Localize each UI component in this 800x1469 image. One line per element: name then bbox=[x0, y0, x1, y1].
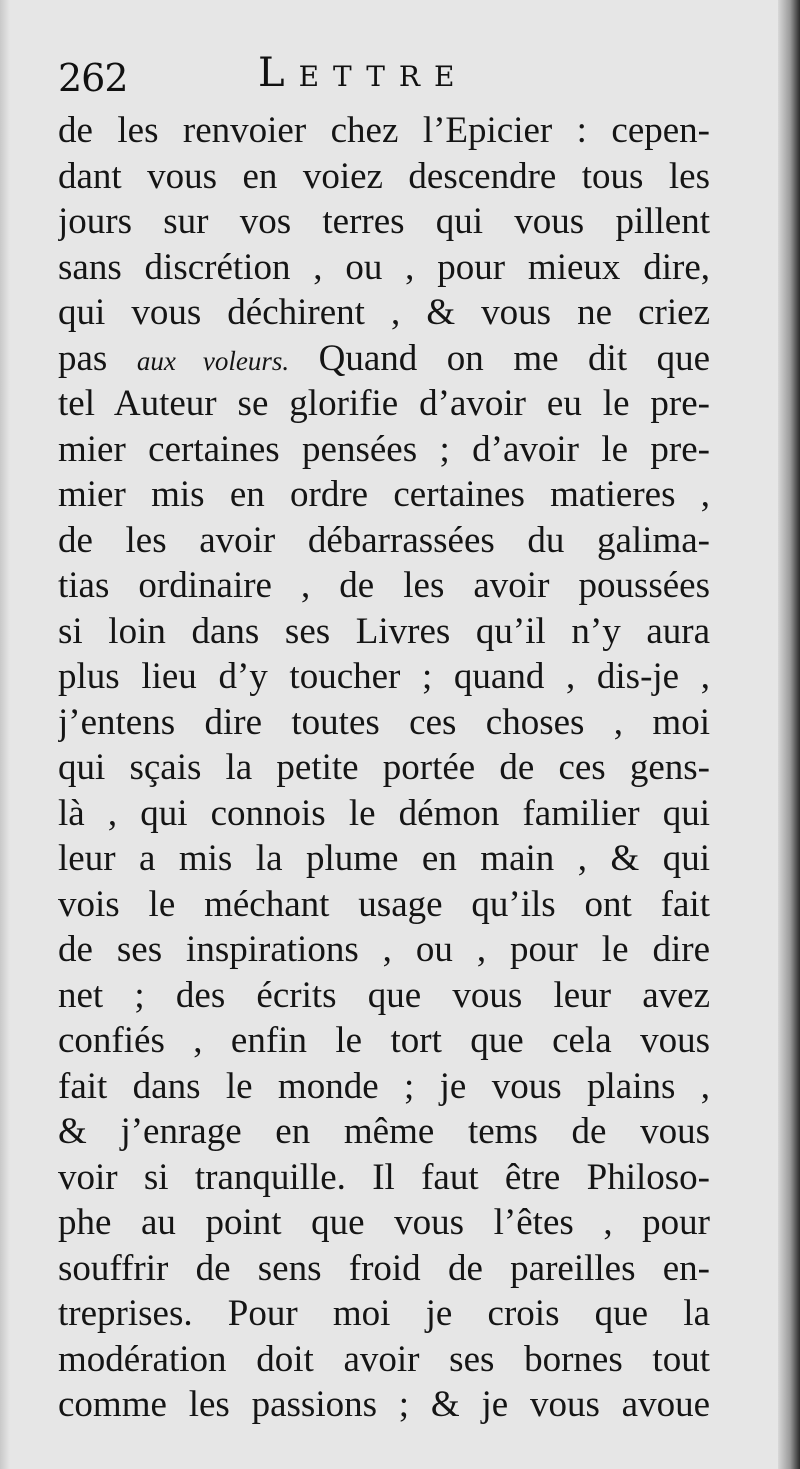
text-line-12: si loin dans ses Livres qu’il n’y aura bbox=[58, 610, 710, 652]
text-line-25: phe au point que vous l’êtes , pour bbox=[58, 1202, 710, 1243]
text-line-1: de les renvoier chez l’Epicier : cepen- bbox=[58, 110, 710, 151]
text-line-15: qui sçais la petite portée de ces gens- bbox=[58, 747, 710, 788]
running-head: Lettre bbox=[258, 50, 469, 96]
text-line-11: tias ordinaire , de les avoir poussées bbox=[58, 565, 710, 606]
text-line-17: leur a mis la plume en main , & qui bbox=[58, 838, 710, 879]
line-6-end: Quand on me dit que bbox=[318, 337, 710, 379]
text-line-10: de les avoir débarrassées du galima- bbox=[58, 519, 710, 561]
body-text bbox=[58, 108, 710, 1428]
text-line-5: qui vous déchirent , & vous ne criez bbox=[58, 292, 710, 333]
text-line-4: sans discrétion , ou , pour mieux dire, bbox=[58, 246, 710, 288]
page-number: 262 bbox=[58, 56, 128, 100]
text-line-28: modération doit avoir ses bornes tout bbox=[58, 1338, 710, 1380]
text-line-16: là , qui connois le démon familier qui bbox=[58, 792, 710, 834]
text-line-23: & j’enrage en même tems de vous bbox=[58, 1111, 710, 1152]
text-line-24: voir si tranquille. Il faut être Philoso- bbox=[58, 1156, 710, 1198]
text-line-18: vois le méchant usage qu’ils ont fait bbox=[58, 883, 710, 925]
text-line-21: confiés , enfin le tort que cela vous bbox=[58, 1020, 710, 1061]
text-line-29: comme les passions ; & je vous avoue bbox=[58, 1384, 710, 1425]
text-line-27: treprises. Pour moi je crois que la bbox=[58, 1293, 710, 1334]
text-line-19: de ses inspirations , ou , pour le dire bbox=[58, 929, 710, 970]
text-line-7: tel Auteur se glorifie d’avoir eu le pre- bbox=[58, 383, 710, 424]
text-line-3: jours sur vos terres qui vous pillent bbox=[58, 201, 710, 242]
text-line-13: plus lieu d’y toucher ; quand , dis-je , bbox=[58, 656, 710, 697]
text-line-22: fait dans le monde ; je vous plains , bbox=[58, 1065, 710, 1107]
text-line-14: j’entens dire toutes ces choses , moi bbox=[58, 701, 710, 743]
text-line-2: dant vous en voiez descendre tous les bbox=[58, 155, 710, 197]
line-6-start: pas bbox=[58, 337, 108, 379]
line-6-italic: aux voleurs. bbox=[136, 345, 290, 376]
text-line-9: mier mis en ordre certaines matieres , bbox=[58, 474, 710, 515]
text-line-26: souffrir de sens froid de pareilles en- bbox=[58, 1247, 710, 1289]
text-line-8: mier certaines pensées ; d’avoir le pre- bbox=[58, 428, 710, 470]
page-edge-left bbox=[0, 0, 10, 1469]
page-edge-right bbox=[778, 0, 800, 1469]
page-header bbox=[58, 48, 708, 108]
text-line-6 bbox=[58, 336, 710, 382]
text-line-20: net ; des écrits que vous leur avez bbox=[58, 974, 710, 1016]
